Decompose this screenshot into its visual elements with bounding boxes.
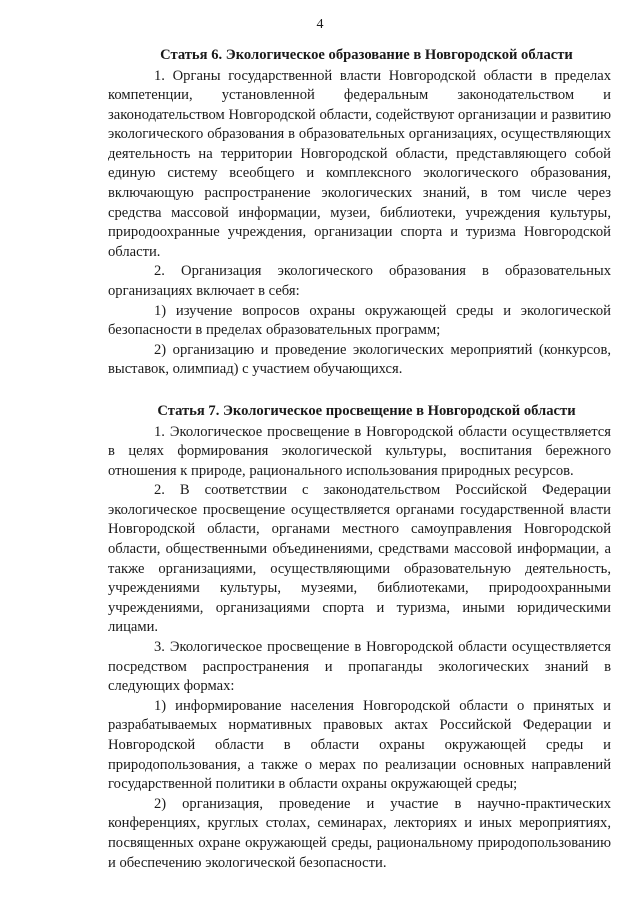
article-6	[108, 46, 611, 380]
page-number: 4	[316, 17, 324, 32]
article-list-item: 2) организация, проведение и участие в научно-практических конференциях, круглых столах, семинарах, лекториях и иных мероприятиях, посвященных охране окружающей среды, рациональному природопользованию и обеспечению экологической безопасности.	[108, 795, 611, 871]
article-list-item: 2) организацию и проведение экологических мероприятий (конкурсов, выставок, олимпиад) с участием обучающихся.	[108, 341, 611, 378]
article-title: Статья 7. Экологическое просвещение в Новгородской области	[157, 403, 576, 419]
article-title: Статья 6. Экологическое образование в Новгородской области	[160, 47, 573, 63]
article-paragraph: 3. Экологическое просвещение в Новгородской области осуществляется посредством распространения и пропаганды экологических знаний в следующих формах:	[108, 639, 611, 695]
article-list-item: 1) изучение вопросов охраны окружающей среды и экологической безопасности в пределах образовательных программ;	[108, 302, 611, 339]
document-body	[108, 46, 611, 873]
article-paragraph: 1. Экологическое просвещение в Новгородской области осуществляется в целях формирования экологической культуры, воспитания бережного отношения к природе, рационального использования природных ресурсов.	[108, 423, 611, 479]
article-7	[108, 402, 611, 873]
article-paragraph: 1. Органы государственной власти Новгородской области в пределах компетенции, установленной федеральным законодательством и законодательством Новгородской области, содействуют организации и развитию экологического образования в образовательных организациях, осуществляющих деятельность на территории Новгородской области, представляющего собой единую систему всеобщего и комплексного экологического образования, включающую распространение экологических знаний, в том числе через средства массовой информации, музеи, библиотеки, учреждения культуры, природоохранные учреждения, организации спорта и туризма Новгородской области.	[108, 67, 611, 260]
article-paragraph: 2. Организация экологического образования в образовательных организациях включает в себя:	[108, 263, 611, 300]
article-list-item: 1) информирование населения Новгородской области о принятых и разрабатываемых нормативных правовых актах Российской Федерации и Новгородской области в области охраны окружающей среды и природопользования, а также о мерах по реализации основных направлений государственной политики в области охраны окружающей среды;	[108, 697, 611, 793]
article-paragraph: 2. В соответствии с законодательством Российской Федерации экологическое просвещение осуществляется органами государственной власти Новгородской области, органами местного самоуправления Новгородской области, общественными объединениями, средствами массовой информации, а также организациями, осуществляющими образовательную деятельность, учреждениями культуры, музеями, библиотеками, природоохранными учреждениями, организациями спорта и туризма, иными юридическими лицами.	[108, 482, 611, 636]
